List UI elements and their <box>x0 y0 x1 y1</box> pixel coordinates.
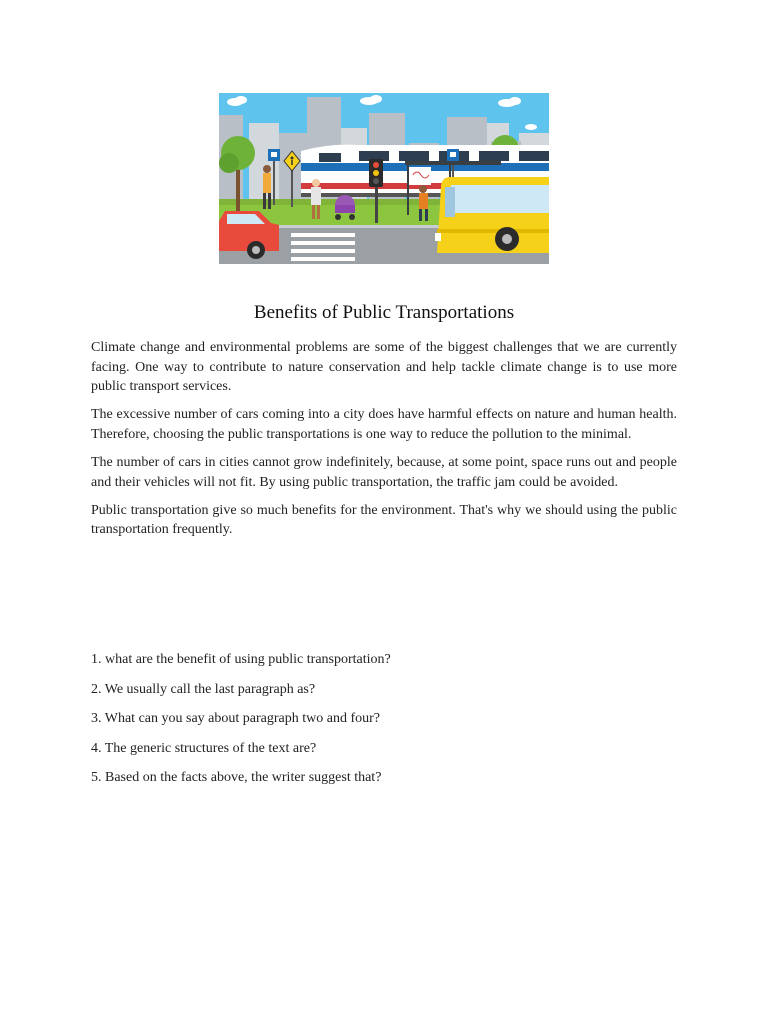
paragraph: Climate change and environmental problems are some of the biggest challenges that we are currently facing. One way to contribute to nature conservation and help tackle climate change is to use more public transport services. <box>91 340 677 395</box>
paragraph: Public transportation give so much benefits for the environment. That's why we should using the public transportation frequently. <box>91 502 677 538</box>
bus-icon <box>435 177 549 253</box>
header-illustration <box>219 93 549 264</box>
question-item: 3. What can you say about paragraph two and four? <box>91 711 380 727</box>
paragraph: The excessive number of cars coming into a city does have harmful effects on nature and human health. Therefore, choosing the public transportations is one way to reduce the pollution to the minimal. <box>91 407 677 442</box>
question-item: 5. Based on the facts above, the writer suggest that? <box>91 770 382 786</box>
article-body <box>91 338 677 548</box>
paragraph: The number of cars in cities cannot grow indefinitely, because, at some point, space runs out and people and their vehicles will not fit. By using public transportation, the traffic jam could be avoided. <box>91 454 677 490</box>
question-item: 4. The generic structures of the text are? <box>91 740 317 756</box>
question-item: 2. We usually call the last paragraph as? <box>91 681 316 697</box>
document-title: Benefits of Public Transportations <box>253 302 515 323</box>
question-list <box>91 650 677 798</box>
question-item: 1. what are the benefit of using public transportation? <box>91 652 391 667</box>
